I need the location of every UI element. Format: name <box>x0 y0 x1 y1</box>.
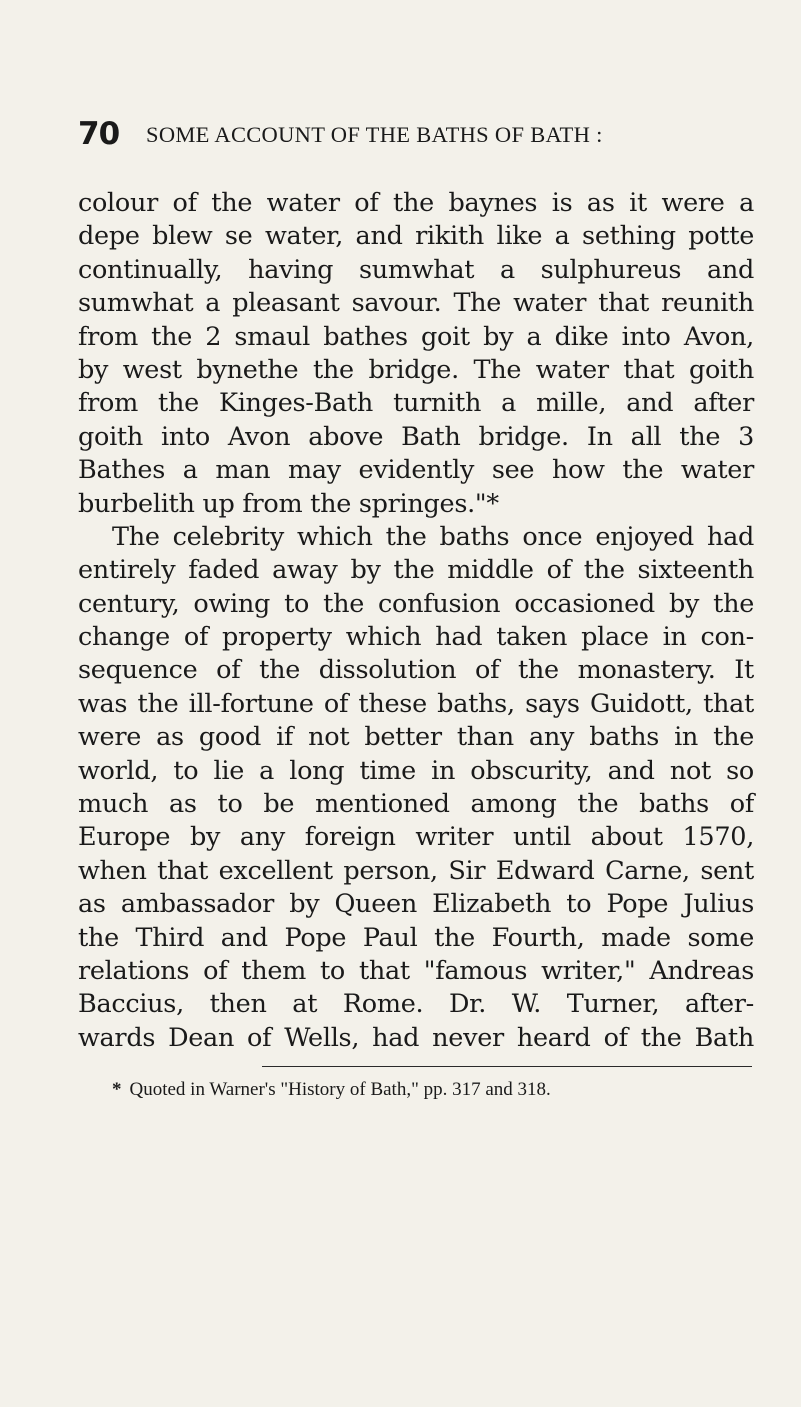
text-line: change of property which had taken place in con- <box>78 622 754 653</box>
text-line: Baccius, then at Rome. Dr. W. Turner, after- <box>78 989 754 1020</box>
text-line: the Third and Pope Paul the Fourth, made some <box>78 922 754 953</box>
page-number: 70 <box>78 116 120 152</box>
running-head: SOME ACCOUNT OF THE BATHS OF BATH : <box>146 122 603 147</box>
footnote-divider <box>262 1066 752 1067</box>
text-line: sumwhat a pleasant savour. The water that reunith <box>78 288 754 319</box>
footnote-marker: * <box>112 1079 122 1100</box>
text-line: depe blew se water, and rikith like a sething potte <box>78 221 754 252</box>
text-line: world, to lie a long time in obscurity, and not so <box>78 755 754 786</box>
text-line: wards Dean of Wells, had never heard of the Bath <box>78 1022 754 1053</box>
text-line: when that excellent person, Sir Edward Carne, sent <box>78 855 754 886</box>
text-line: Bathes a man may evidently see how the water <box>78 455 754 486</box>
text-line: The celebrity which the baths once enjoyed had <box>112 521 754 552</box>
text-line: colour of the water of the baynes is as it were a <box>78 188 754 218</box>
text-line: as ambassador by Queen Elizabeth to Pope Julius <box>78 889 754 920</box>
text-line: much as to be mentioned among the baths of <box>78 789 754 820</box>
text-line: relations of them to that "famous writer," Andreas <box>78 955 754 986</box>
footnote <box>112 1079 551 1101</box>
text-line: from the 2 smaul bathes goit by a dike into Avon, <box>78 321 754 352</box>
text-line: goith into Avon above Bath bridge. In all the 3 <box>78 421 754 452</box>
body-text <box>78 187 754 1055</box>
text-line: was the ill-fortune of these baths, says Guidott, that <box>78 688 754 719</box>
text-line: by west bynethe the bridge. The water that goith <box>78 354 754 385</box>
text-line: entirely faded away by the middle of the sixteenth <box>78 555 754 586</box>
text-line: were as good if not better than any baths in the <box>78 722 754 753</box>
text-line: sequence of the dissolution of the monastery. It <box>78 655 754 686</box>
text-line: century, owing to the confusion occasioned by the <box>78 588 754 619</box>
footnote-text: Quoted in Warner's "History of Bath," pp. 317 and 318. <box>129 1079 551 1100</box>
text-line: Europe by any foreign writer until about 1570, <box>78 822 754 853</box>
text-line: from the Kinges-Bath turnith a mille, and after <box>78 388 754 419</box>
text-line: continually, having sumwhat a sulphureus and <box>78 254 754 285</box>
page-header <box>78 116 728 156</box>
text-line: burbelith up from the springes."* <box>78 488 499 519</box>
